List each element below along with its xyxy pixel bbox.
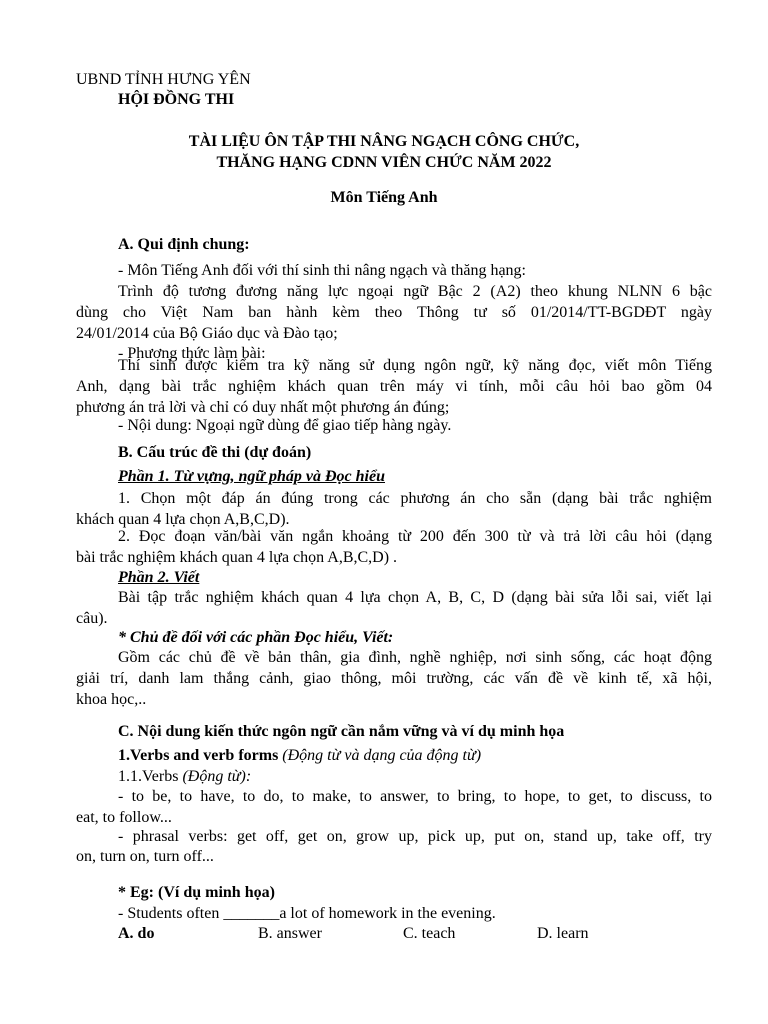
verbs-subheading-label: 1.1.Verbs bbox=[118, 768, 179, 785]
verbs-heading bbox=[118, 746, 481, 766]
topics-c: khoa học,.. bbox=[76, 691, 147, 708]
section-a-p2c: 24/01/2014 của Bộ Giáo dục và Đào tạo; bbox=[76, 325, 338, 342]
subject-title: Môn Tiếng Anh bbox=[330, 189, 438, 206]
part-1-heading: Phần 1. Từ vựng, ngữ pháp và Đọc hiểu bbox=[118, 468, 385, 485]
verbs-list-1b: eat, to follow... bbox=[76, 809, 172, 826]
section-a-p3: - Phương thức làm bài: bbox=[118, 345, 266, 362]
header-council: HỘI ĐỒNG THI bbox=[118, 91, 235, 108]
section-b-heading: B. Cấu trúc đề thi (dự đoán) bbox=[118, 444, 312, 461]
title-line-2: THĂNG HẠNG CDNN VIÊN CHỨC NĂM 2022 bbox=[216, 154, 552, 171]
verbs-list-2a: - phrasal verbs: get off, get on, grow up, pick up, put on, stand up, take off, try bbox=[118, 828, 712, 845]
verbs-list-1a: - to be, to have, to do, to make, to answer, to bring, to hope, to get, to discuss, to bbox=[118, 788, 712, 805]
option-a: A. do bbox=[118, 925, 155, 942]
example-label: * Eg: (Ví dụ minh họa) bbox=[118, 884, 275, 901]
section-a-p5: - Nội dung: Ngoại ngữ dùng để giao tiếp hàng ngày. bbox=[118, 417, 452, 434]
section-b-item2a: 2. Đọc đoạn văn/bài văn ngắn khoảng từ 200 đến 300 từ và trả lời câu hỏi (dạng bbox=[118, 528, 712, 545]
example-question: - Students often _______a lot of homework in the evening. bbox=[118, 905, 496, 922]
option-b: B. answer bbox=[258, 925, 322, 942]
option-c: C. teach bbox=[403, 925, 456, 942]
section-a-p2a: Trình độ tương đương năng lực ngoại ngữ Bậc 2 (A2) theo khung NLNN 6 bậc bbox=[118, 283, 712, 300]
section-a-p2b: dùng cho Việt Nam ban hành kèm theo Thông tư số 01/2014/TT-BGDĐT ngày bbox=[76, 304, 712, 321]
section-a-p4a: Thí sinh được kiểm tra kỹ năng sử dụng ngôn ngữ, kỹ năng đọc, viết môn Tiếng bbox=[118, 357, 712, 374]
verbs-subheading bbox=[118, 767, 251, 787]
section-b-part2b: câu). bbox=[76, 610, 108, 627]
section-a-p1: - Môn Tiếng Anh đối với thí sinh thi nâng ngạch và thăng hạng: bbox=[118, 262, 526, 279]
verbs-heading-note: (Động từ và dạng của động từ) bbox=[282, 747, 482, 764]
section-b-part2a: Bài tập trắc nghiệm khách quan 4 lựa chọn A, B, C, D (dạng bài sửa lỗi sai, viết lại bbox=[118, 589, 712, 606]
part-2-heading: Phần 2. Viết bbox=[118, 569, 200, 586]
verbs-subheading-note: (Động từ): bbox=[182, 768, 252, 785]
section-c-heading: C. Nội dung kiến thức ngôn ngữ cần nắm vững và ví dụ minh họa bbox=[118, 723, 565, 740]
option-d: D. learn bbox=[537, 925, 589, 942]
topics-heading: * Chủ đề đối với các phần Đọc hiểu, Viết: bbox=[118, 629, 394, 646]
topics-a: Gồm các chủ đề về bản thân, gia đình, nghề nghiệp, nơi sinh sống, các hoạt động bbox=[118, 649, 712, 666]
section-a-p4b: Anh, dạng bài trắc nghiệm khách quan trên máy vi tính, mỗi câu hỏi bao gồm 04 bbox=[76, 378, 712, 395]
topics-b: giải trí, danh lam thắng cảnh, giao thông, môi trường, các vấn đề về kinh tế, xã hội, bbox=[76, 670, 712, 687]
verbs-list-2b: on, turn on, turn off... bbox=[76, 848, 214, 865]
section-b-item1a: 1. Chọn một đáp án đúng trong các phương án cho sẵn (dạng bài trắc nghiệm bbox=[118, 490, 712, 507]
verbs-heading-label: 1.Verbs and verb forms bbox=[118, 747, 279, 764]
section-a-heading: A. Qui định chung: bbox=[118, 236, 250, 253]
title-line-1: TÀI LIỆU ÔN TẬP THI NÂNG NGẠCH CÔNG CHỨC, bbox=[188, 133, 580, 150]
header-org: UBND TỈNH HƯNG YÊN bbox=[76, 71, 251, 88]
section-b-item1b: khách quan 4 lựa chọn A,B,C,D). bbox=[76, 511, 290, 528]
section-b-item2b: bài trắc nghiệm khách quan 4 lựa chọn A,B,C,D) . bbox=[76, 549, 398, 566]
section-a-p4c: phương án trả lời và chỉ có duy nhất một phương án đúng; bbox=[76, 399, 450, 416]
